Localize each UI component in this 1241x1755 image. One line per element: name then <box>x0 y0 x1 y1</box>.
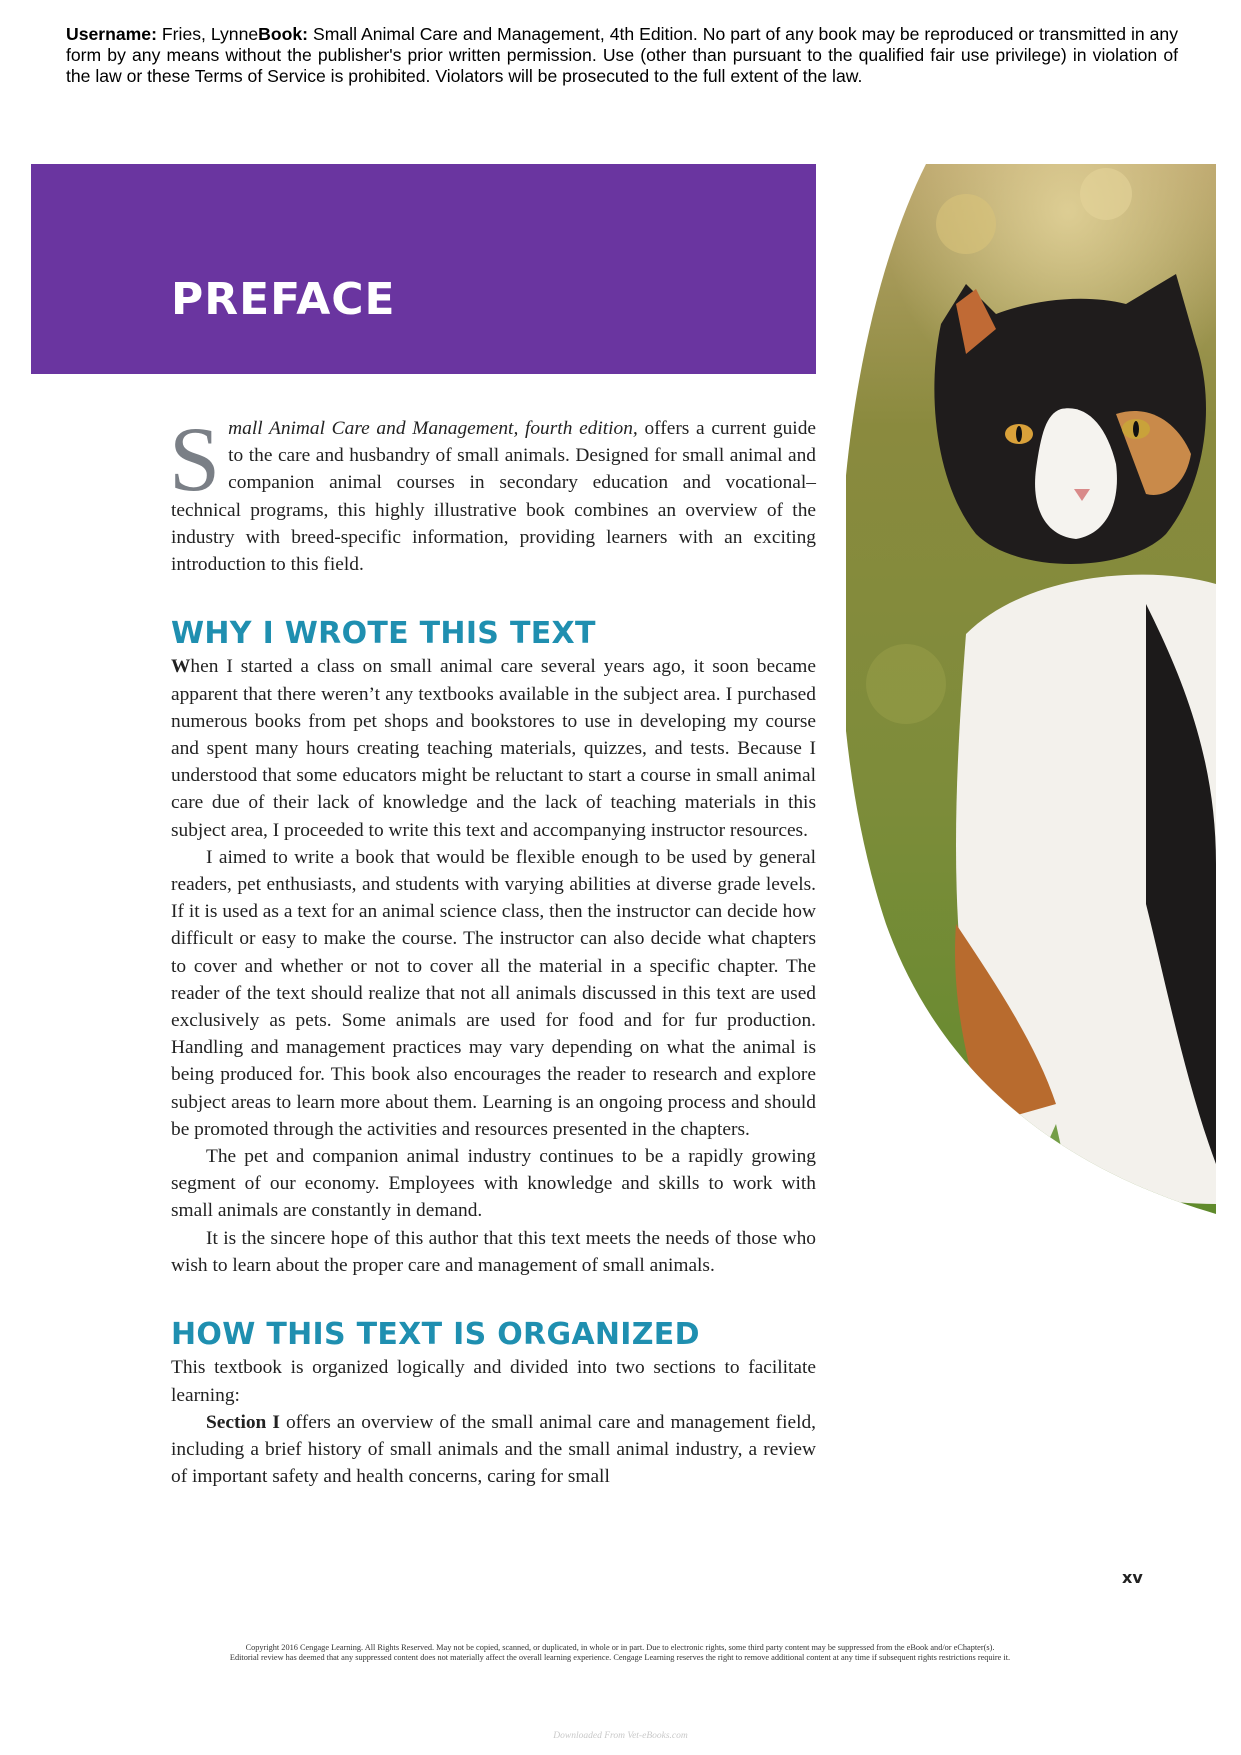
intro-text: offers a current guide to the care and husbandry of small animals. Designed for small animal and companion animal courses in secondary education and vocational–technical programs, this highly illustrative book combines an overview of the industry with breed-specific information, providing learners with an exciting introduction to this field. <box>171 418 816 576</box>
heading-why-i-wrote: WHY I WROTE THIS TEXT <box>171 616 596 652</box>
preface-banner <box>31 164 816 374</box>
cat-photo <box>846 164 1216 1214</box>
username-value: Fries, Lynne <box>156 24 259 44</box>
heading-how-organized: HOW THIS TEXT IS ORGANIZED <box>171 1317 700 1353</box>
book-label: Book: <box>258 24 309 44</box>
page-title: PREFACE <box>171 274 396 325</box>
section-label: Section I <box>206 1411 280 1433</box>
how-paragraph-1: This textbook is organized logically and divided into two sections to facilitate learning: <box>171 1357 816 1406</box>
copyright-footer <box>140 1643 1100 1663</box>
notice-text: Small Animal Care and Management, 4th Edition. No part of any book may be reproduced or transmitted in any form by any means without the publisher's prior written permission. Use (other than pursuant to the qualified fair use privilege) in violation of the law or these Terms of Service is prohibited. Violators will be prosecuted to the full extent of the law. <box>66 24 1178 86</box>
how-paragraph-2: Section I offers an overview of the small animal care and management field, including a brief history of small animals and the small animal industry, a review of important safety and health concerns, caring for small <box>171 1411 817 1488</box>
username-label: Username: <box>66 24 157 44</box>
why-paragraph-1: When I started a class on small animal care several years ago, it soon became apparent that there weren’t any textbooks available in the subject area. I purchased numerous books from pet shops and bookstores to use in developing my course and spent many hours creating teaching materials, quizzes, and tests. Because I understood that some educators might be reluctant to start a course in small animal care due of their lack of knowledge and the lack of teaching materials in this subject area, I proceeded to write this text and accompanying instructor resources. <box>171 656 816 841</box>
lead-letter: W <box>171 656 191 678</box>
download-watermark: Downloaded From Vet-eBooks.com <box>553 1731 688 1741</box>
why-paragraph-4: It is the sincere hope of this author that this text meets the needs of those who wish to learn about the proper care and management of small animals. <box>171 1227 816 1276</box>
copyright-notice-header <box>66 24 1178 87</box>
why-paragraph-2: I aimed to write a book that would be flexible enough to be used by general readers, pet enthusiasts, and students with varying abilities at diverse grade levels. If it is used as a text for an animal science class, then the instructor can decide how difficult or easy to make the course. The instructor can also decide what chapters to cover and whether or not to cover all the material in a specific chapter. The reader of the text should realize that not all animals discussed in this text are used exclusively as pets. Some animals are used for food and for fur production. Handling and management practices may vary depending on what the animal is being produced for. This book also encourages the reader to research and explore subject areas to learn more about them. Learning is an ongoing process and should be promoted through the activities and resources presented in the chapters. <box>171 846 816 1140</box>
intro-paragraph <box>169 408 816 578</box>
copyright-line-1: Copyright 2016 Cengage Learning. All Rights Reserved. May not be copied, scanned, or duplicated, in whole or in part. Due to electronic rights, some third party content may be suppressed from the eBook and/or eChapter(s). <box>245 1643 995 1652</box>
why-paragraph-3: The pet and companion animal industry continues to be a rapidly growing segment of our economy. Employees with knowledge and skills to work with small animals are constantly in demand. <box>171 1146 816 1222</box>
drop-cap: S <box>169 408 221 510</box>
book-title-italic: mall Animal Care and Management, fourth edition, <box>228 418 638 439</box>
main-text-column <box>169 408 817 1490</box>
copyright-line-2: Editorial review has deemed that any suppressed content does not materially affect the overall learning experience. Cengage Learning reserves the right to remove additional content at any time if subsequent rights restrictions require it. <box>229 1653 1011 1662</box>
page-number: xv <box>1122 1568 1143 1587</box>
